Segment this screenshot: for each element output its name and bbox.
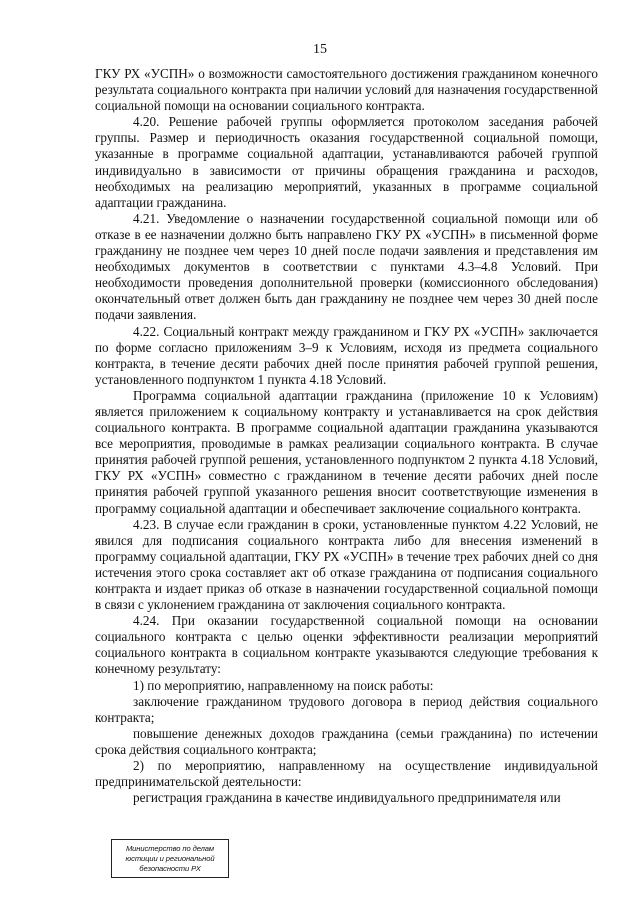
stamp-line: безопасности РХ	[139, 864, 201, 873]
paragraph-continuation: ГКУ РХ «УСПН» о возможности самостоятельного достижения гражданином конечного результата социального контракта при наличии условий для назначения государственной социальной помощи на основании социального контракта.	[95, 66, 598, 114]
page-number: 15	[313, 42, 327, 57]
paragraph-4-21: 4.21. Уведомление о назначении государственной социальной помощи или об отказе в ее назначении должно быть направлено ГКУ РХ «УСПН» в письменной форме гражданину не позднее чем через 10 дней после подачи заявления и представления им необходимых документов в соответствии с пунктами 4.3–4.8 Условий. При необходимости проведения дополнительной проверки (комиссионного обследования) окончательный ответ должен быть дан гражданину не позднее чем через 30 дней после подачи заявления.	[95, 210, 598, 323]
paragraph-4-24: 4.24. При оказании государственной социальной помощи на основании социального контракта с целью оценки эффективности реализации мероприятий социального контракта в социальном контракте указываются следующие требования к конечному результату:	[95, 613, 598, 677]
paragraph-adaptation-program: Программа социальной адаптации гражданина (приложение 10 к Условиям) является приложением к социальному контракту и устанавливается на срок действия социального контракта. В программе социальной адаптации гражданина указываются все мероприятия, проводимые в рамках реализации социального контракта. В случае принятия рабочей группой решения, установленного подпунктом 2 пункта 4.18 Условий, ГКУ РХ «УСПН» совместно с гражданином в течение десяти рабочих дней после принятия рабочей группой указанного решения вносит соответствующие изменения в программу социальной адаптации и обеспечивает заключение социального контракта.	[95, 387, 598, 516]
paragraph-4-20: 4.20. Решение рабочей группы оформляется протоколом заседания рабочей группы. Размер и периодичность оказания государственной социальной помощи, указанные в программе социальной адаптации, устанавливаются рабочей группой индивидуально в зависимости от причины обращения гражданина и расходов, необходимых на реализацию мероприятий, указанных в программе социальной адаптации гражданина.	[95, 114, 598, 210]
stamp-line: Министерство по делам	[125, 844, 215, 853]
list-item-income-increase: повышение денежных доходов гражданина (семьи гражданина) по истечении срока действия социального контракта;	[95, 725, 598, 757]
document-body	[95, 66, 598, 806]
list-item-employment-contract: заключение гражданином трудового договора в период действия социального контракта;	[95, 693, 598, 725]
ministry-stamp	[111, 839, 229, 878]
paragraph-4-22: 4.22. Социальный контракт между гражданином и ГКУ РХ «УСПН» заключается по форме согласно приложениям 3–9 к Условиям, исходя из предмета социального контракта, в течение десяти рабочих дней после принятия рабочей группой решения, установленного подпунктом 1 пункта 4.18 Условий.	[95, 323, 598, 387]
stamp-line: юстиции и региональной	[125, 854, 215, 863]
paragraph-4-23: 4.23. В случае если гражданин в сроки, установленные пунктом 4.22 Условий, не явился для подписания социального контракта либо для внесения изменений в программу социальной адаптации, ГКУ РХ «УСПН» в течение трех рабочих дней со дня истечения этого срока составляет акт об отказе гражданина от подписания социального контракта и издает приказ об отказе в назначении государственной социальной помощи в связи с уклонением гражданина от заключения социального контракта.	[95, 516, 598, 613]
list-item-job-search: 1) по мероприятию, направленному на поиск работы:	[133, 677, 434, 693]
list-item-registration: регистрация гражданина в качестве индивидуального предпринимателя или	[133, 790, 561, 806]
list-item-entrepreneurship: 2) по мероприятию, направленному на осуществление индивидуальной предпринимательской деятельности:	[95, 758, 598, 790]
